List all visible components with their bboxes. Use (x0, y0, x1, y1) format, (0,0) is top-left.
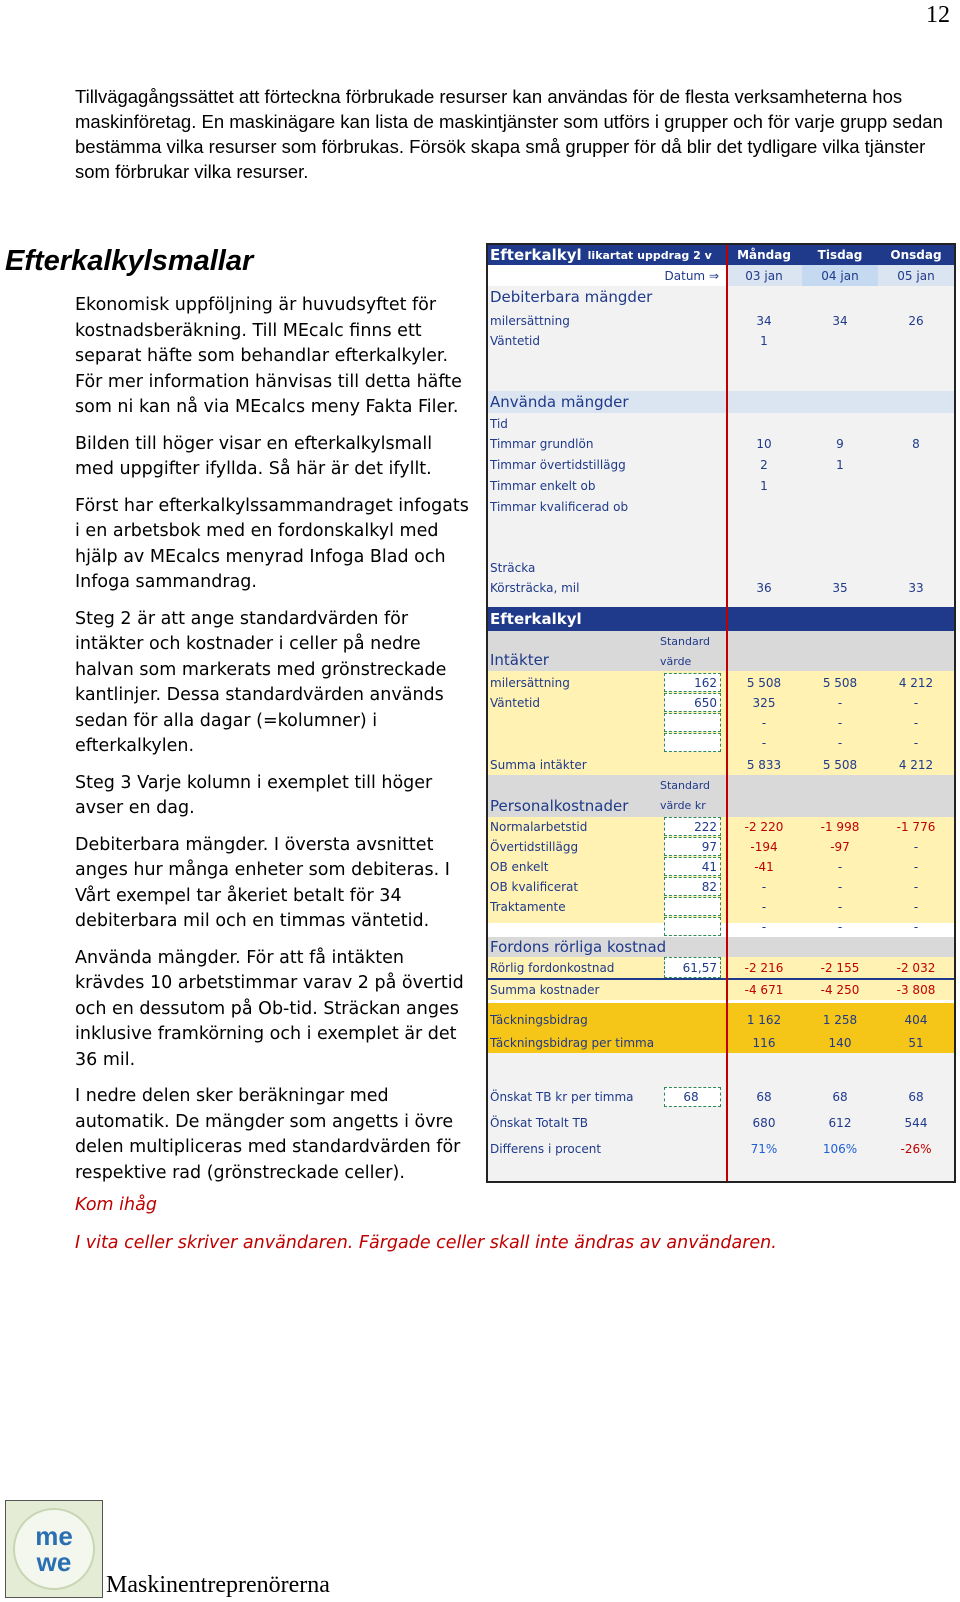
value-cell: - (761, 715, 767, 730)
value-cell: - (761, 735, 767, 750)
row-label: Önskat Totalt TB (490, 1116, 589, 1130)
row-label: Summa kostnader (490, 983, 600, 997)
varde-label: värde (660, 654, 692, 668)
day-tuesday: Tisdag (817, 248, 863, 262)
efterkalkyl-spreadsheet (486, 243, 956, 1183)
section-anvanda: Använda mängder (490, 393, 629, 411)
value-cell: 51 (908, 1035, 924, 1050)
row-label: Timmar enkelt ob (490, 478, 596, 493)
sheet-title: Efterkalkyl (490, 246, 582, 264)
section-intakter: Intäkter (490, 651, 549, 669)
row-label: Väntetid (490, 695, 540, 710)
value-cell: - (761, 899, 767, 914)
value-cell: 1 (836, 457, 844, 472)
sheet-row (488, 837, 954, 856)
value-cell: 9 (836, 436, 844, 451)
datum-label: Datum (664, 268, 706, 283)
sheet-row (488, 1113, 954, 1133)
date-cell: 04 jan (802, 265, 878, 286)
sheet-row (488, 980, 954, 1000)
value-cell: - (837, 919, 843, 934)
intro-paragraph: Tillvägagångssättet att förteckna förbrukade resurser kan användas för de flesta verksamheterna hos maskinföretag. En maskinägare kan lista de maskintjänster som utförs i grupper och för varje grupp sedan bestämma vilka resurser som förbrukas. Försök skapa små grupper för då blir det tydligare vilka tjänster som förbrukar vilka resurser. (75, 86, 943, 182)
standard-value-cell[interactable] (664, 897, 721, 916)
row-label: OB kvalificerat (490, 879, 579, 894)
standard-value-cell[interactable] (664, 733, 721, 752)
value-cell: 26 (908, 313, 924, 328)
row-label: Timmar kvalificerad ob (490, 499, 629, 514)
sheet-header-row (488, 245, 954, 265)
value-cell: -2 032 (896, 960, 936, 975)
value-cell: -2 220 (744, 819, 784, 834)
paragraph-5: Steg 3 Varje kolumn i exemplet till höger avser en dag. (75, 772, 433, 818)
sheet-row (488, 957, 954, 978)
standard-value-cell[interactable]: 68 (664, 1087, 721, 1107)
value-cell: 1 162 (746, 1012, 782, 1027)
standard-value-cell[interactable]: 650 (664, 693, 721, 712)
standard-value-cell[interactable]: 222 (664, 817, 721, 836)
row-label: Rörlig fordonkostnad (490, 960, 615, 975)
sheet-row (488, 755, 954, 775)
divider-line (726, 245, 728, 1183)
sheet-row (488, 857, 954, 876)
value-cell: 5 508 (746, 675, 782, 690)
value-cell: 1 (760, 333, 768, 348)
standard-value-cell[interactable]: 61,57 (664, 957, 721, 978)
row-label: milersättning (490, 313, 570, 328)
value-cell: 36 (756, 581, 772, 595)
sheet-row (488, 331, 954, 350)
value-cell: 1 258 (822, 1012, 858, 1027)
value-cell: - (761, 919, 767, 934)
day-monday: Måndag (737, 248, 791, 262)
standard-value-cell[interactable]: 82 (664, 877, 721, 896)
standard-value-cell[interactable]: 41 (664, 857, 721, 876)
value-cell: 34 (756, 313, 772, 328)
row-label: Täckningsbidrag per timma (490, 1035, 655, 1050)
row-label: Timmar grundlön (490, 436, 594, 451)
sheet-row (488, 733, 954, 752)
svg-text:me: me (35, 1521, 73, 1551)
sheet-row (488, 917, 954, 936)
paragraph-2: Bilden till höger visar en efterkalkylsmall med uppgifter ifyllda. Så här är det ifyllt. (75, 433, 433, 479)
row-label: Tid (490, 416, 508, 431)
row-label: Traktamente (490, 899, 566, 914)
sheet-row (488, 578, 954, 598)
value-cell: -4 671 (744, 983, 784, 997)
row-label: Väntetid (490, 333, 540, 348)
value-cell: 33 (908, 581, 924, 595)
varde-kr-label: värde kr (660, 798, 706, 812)
value-cell: 612 (828, 1116, 852, 1130)
value-cell: 116 (752, 1035, 776, 1050)
section-heading: Efterkalkylsmallar (5, 245, 254, 277)
paragraph-3: Först har efterkalkylssammandraget infogats i en arbetsbok med en fordonskalkyl med hjälp av MEcalcs menyrad Infoga Blad och Infoga sammandrag. (75, 495, 469, 592)
sheet-row (488, 1139, 954, 1159)
paragraph-1: Ekonomisk uppföljning är huvudsyftet för kostnadsberäkning. Till MEcalc finns ett separat häfte som behandlar efterkalkyler. För mer information hänvisas till detta häfte som ni kan nå via MEcalcs meny Fakta Filer. (75, 295, 462, 417)
value-cell: - (837, 899, 843, 914)
sheet-row (488, 1010, 954, 1029)
sheet-row (488, 877, 954, 896)
value-cell: -4 250 (820, 983, 860, 997)
value-cell: 4 212 (898, 675, 934, 690)
sheet-row (488, 713, 954, 732)
sheet-row (488, 1033, 954, 1052)
row-label: Normalarbetstid (490, 819, 588, 834)
standard-value-cell[interactable]: 97 (664, 837, 721, 856)
value-cell: -1 998 (820, 819, 860, 834)
footer-org-name: Maskinentreprenörerna (106, 1572, 330, 1598)
value-cell: 35 (832, 581, 848, 595)
row-label: Önskat TB kr per timma (490, 1090, 634, 1104)
sheet-row (488, 817, 954, 836)
value-cell: - (913, 695, 919, 710)
value-cell: - (837, 859, 843, 874)
value-cell: 8 (912, 436, 920, 451)
arrow-right-icon: ⇒ (708, 268, 719, 283)
value-cell: -41 (754, 859, 774, 874)
value-cell: 680 (752, 1116, 776, 1130)
row-label: Sträcka (490, 560, 536, 575)
value-cell: 68 (756, 1090, 772, 1104)
sheet-row (488, 897, 954, 916)
sheet-row (488, 1087, 954, 1107)
value-cell: - (913, 839, 919, 854)
value-cell: - (913, 879, 919, 894)
svg-text:we: we (36, 1547, 72, 1577)
value-cell: 71% (750, 1142, 778, 1156)
paragraph-6: Debiterbara mängder. I översta avsnittet anges hur många enheter som debiteras. I Vårt exempel tar åkeriet betalt för 34 debiterbara mil och en timmas väntetid. (75, 834, 450, 931)
section-fordon: Fordons rörliga kostnad (490, 938, 667, 956)
sheet-row (488, 311, 954, 330)
value-cell: 5 508 (822, 675, 858, 690)
value-cell: -1 776 (896, 819, 936, 834)
value-cell: - (913, 735, 919, 750)
paragraph-7: Använda mängder. För att få intäkten krävdes 10 arbetstimmar varav 2 på övertid och en dessutom på Ob-tid. Sträckan anges inklusive framkörning och i exemplet är det 36 mil. (75, 947, 464, 1070)
value-cell: 5 508 (822, 758, 858, 772)
sheet-subtitle: likartat uppdrag 2 v (587, 248, 712, 262)
section-efterkalkyl: Efterkalkyl (490, 610, 582, 628)
sheet-row (488, 497, 954, 516)
value-cell: 325 (752, 695, 776, 710)
page-number: 12 (926, 2, 950, 28)
value-cell: 2 (760, 457, 768, 472)
value-cell: - (913, 715, 919, 730)
standard-value-cell[interactable] (664, 713, 721, 732)
value-cell: -3 808 (896, 983, 936, 997)
logo-icon (6, 1501, 102, 1597)
value-cell: - (837, 695, 843, 710)
sheet-row (488, 434, 954, 453)
standard-label: Standard (660, 778, 711, 792)
row-label: milersättning (490, 675, 570, 690)
row-label: Summa intäkter (490, 758, 587, 772)
row-label: Övertidstillägg (490, 839, 579, 854)
sheet-row (488, 673, 954, 692)
remember-note: I vita celler skriver användaren. Färgade celler skall inte ändras av användaren. (75, 1233, 777, 1253)
value-cell: 10 (756, 436, 772, 451)
value-cell: 1 (760, 478, 768, 493)
row-label: Täckningsbidrag (490, 1012, 588, 1027)
logo (5, 1500, 103, 1598)
body-text (75, 293, 475, 1197)
paragraph-8: I nedre delen sker beräkningar med automatik. De mängder som angetts i övre delen multipliceras med standardvärden för respektive rad (grönstreckade celler). (75, 1086, 461, 1183)
value-cell: - (837, 735, 843, 750)
value-cell: 106% (822, 1142, 858, 1156)
datum-row (488, 265, 954, 286)
sheet-row (488, 455, 954, 474)
value-cell: 544 (904, 1116, 928, 1130)
value-cell: -2 155 (820, 960, 860, 975)
value-cell: 5 833 (746, 758, 782, 772)
value-cell: - (761, 879, 767, 894)
value-cell: - (913, 899, 919, 914)
day-wednesday: Onsdag (890, 248, 942, 262)
value-cell: 140 (828, 1035, 852, 1050)
value-cell: - (837, 879, 843, 894)
standard-value-cell[interactable]: 162 (664, 673, 721, 692)
paragraph-4: Steg 2 är att ange standardvärden för intäkter och kostnader i celler på nedre halvan som markerats med grönstreckade kantlinjer. Dessa standardvärden används sedan för alla dagar (=kolumner) i efterkalkylen. (75, 608, 447, 756)
value-cell: - (913, 859, 919, 874)
date-cell: 03 jan (726, 265, 802, 286)
value-cell: -26% (900, 1142, 932, 1156)
row-label: Differens i procent (490, 1142, 602, 1156)
sheet-row (488, 558, 954, 577)
value-cell: -194 (750, 839, 778, 854)
value-cell: - (913, 919, 919, 934)
value-cell: 34 (832, 313, 848, 328)
remember-heading: Kom ihåg (75, 1195, 157, 1215)
value-cell: - (837, 715, 843, 730)
standard-label: Standard (660, 634, 711, 648)
value-cell: -2 216 (744, 960, 784, 975)
row-label: Timmar övertidstillägg (490, 457, 626, 472)
value-cell: -97 (830, 839, 850, 854)
value-cell: 4 212 (898, 758, 934, 772)
row-label: Körsträcka, mil (490, 581, 580, 595)
date-cell: 05 jan (878, 265, 954, 286)
row-label: OB enkelt (490, 859, 549, 874)
value-cell: 68 (832, 1090, 848, 1104)
value-cell: 404 (904, 1012, 928, 1027)
sheet-row (488, 693, 954, 712)
sheet-row (488, 476, 954, 495)
value-cell: 68 (908, 1090, 924, 1104)
standard-value-cell[interactable] (664, 917, 721, 936)
section-personal: Personalkostnader (490, 797, 629, 815)
section-debiterbara: Debiterbara mängder (490, 288, 653, 306)
